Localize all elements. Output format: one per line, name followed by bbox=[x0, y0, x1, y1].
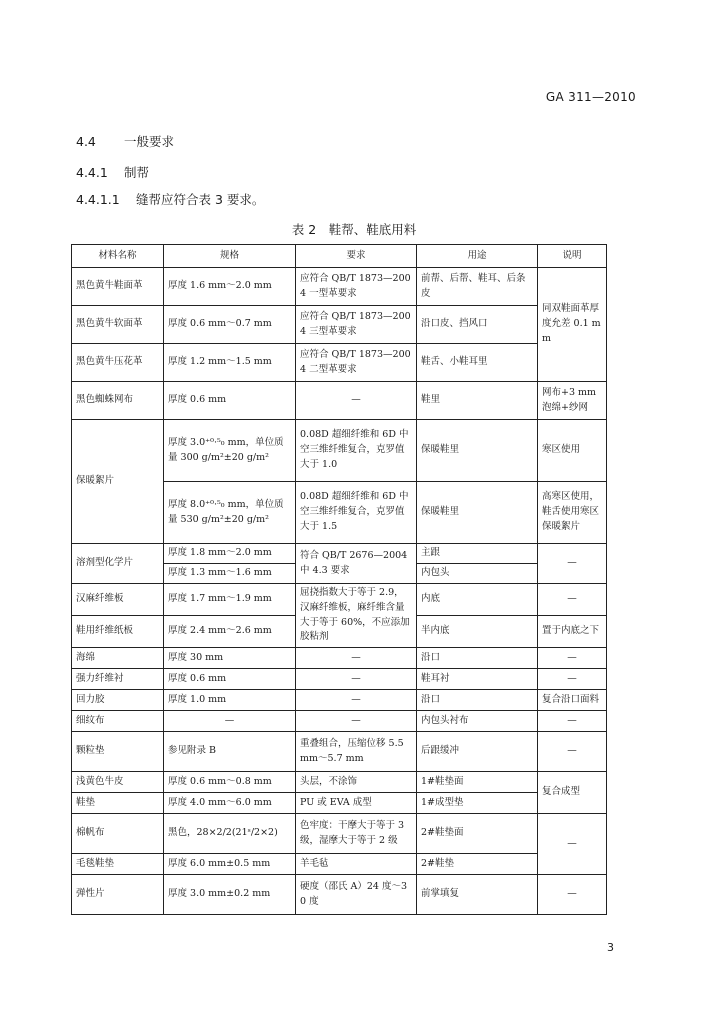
cell-usage: 后跟缓冲 bbox=[417, 732, 538, 772]
table-row bbox=[72, 854, 607, 875]
cell-spec: 厚度 1.7 mm～1.9 mm bbox=[164, 584, 296, 616]
cell-usage: 1#成型垫 bbox=[417, 793, 538, 814]
header-material-name: 材料名称 bbox=[72, 245, 164, 268]
cell-name: 回力胶 bbox=[72, 690, 164, 711]
cell-name: 棉帆布 bbox=[72, 814, 164, 854]
cell-usage: 沿口皮、挡风口 bbox=[417, 306, 538, 344]
cell-requirement: 色牢度：干摩大于等于 3 级，湿摩大于等于 2 级 bbox=[296, 814, 417, 854]
cell-name: 浅黄色牛皮 bbox=[72, 772, 164, 793]
cell-name: 黑色黄牛鞋面革 bbox=[72, 268, 164, 306]
page-number: 3 bbox=[607, 941, 614, 954]
cell-spec: 厚度 0.6 mm bbox=[164, 669, 296, 690]
cell-name: 保暖絮片 bbox=[72, 420, 164, 544]
header-requirement: 要求 bbox=[296, 245, 417, 268]
cell-usage: 2#鞋垫面 bbox=[417, 814, 538, 854]
table-row bbox=[72, 420, 607, 482]
table-row bbox=[72, 793, 607, 814]
table-row bbox=[72, 382, 607, 420]
cell-note: — bbox=[538, 711, 607, 732]
cell-spec: 参见附录 B bbox=[164, 732, 296, 772]
cell-usage: 保暖鞋里 bbox=[417, 482, 538, 544]
cell-usage: 沿口 bbox=[417, 648, 538, 669]
cell-spec: 厚度 0.6 mm～0.8 mm bbox=[164, 772, 296, 793]
cell-usage: 内包头 bbox=[417, 564, 538, 584]
section-heading-4-4-1 bbox=[76, 163, 149, 181]
cell-requirement: — bbox=[296, 669, 417, 690]
cell-note: 置于内底之下 bbox=[538, 616, 607, 648]
cell-requirement: 屈挠指数大于等于 2.9，汉麻纤维板，麻纤维含量大于等于 60%，不应添加胶粘剂 bbox=[296, 584, 417, 648]
header-note: 说明 bbox=[538, 245, 607, 268]
cell-usage: 半内底 bbox=[417, 616, 538, 648]
cell-usage: 1#鞋垫面 bbox=[417, 772, 538, 793]
cell-note: — bbox=[538, 584, 607, 616]
section-number: 4.4 bbox=[76, 134, 96, 149]
cell-spec: 厚度 1.8 mm～2.0 mm bbox=[164, 544, 296, 564]
section-text: 缝帮应符合表 3 要求。 bbox=[135, 192, 265, 207]
cell-note-merged: 同双鞋面革厚度允差 0.1 mm bbox=[538, 268, 607, 382]
table-row bbox=[72, 814, 607, 854]
table-row bbox=[72, 875, 607, 915]
materials-table bbox=[71, 244, 607, 915]
table-row bbox=[72, 584, 607, 616]
cell-note: 复合沿口面料 bbox=[538, 690, 607, 711]
cell-spec: 厚度 2.4 mm～2.6 mm bbox=[164, 616, 296, 648]
cell-requirement: 应符合 QB/T 1873—2004 二型革要求 bbox=[296, 344, 417, 382]
cell-usage: 保暖鞋里 bbox=[417, 420, 538, 482]
section-heading-4-4-1-1 bbox=[76, 190, 264, 208]
cell-spec: 厚度 4.0 mm～6.0 mm bbox=[164, 793, 296, 814]
standard-code: GA 311—2010 bbox=[545, 90, 636, 104]
cell-usage: 内底 bbox=[417, 584, 538, 616]
cell-note: — bbox=[538, 669, 607, 690]
header-usage: 用途 bbox=[417, 245, 538, 268]
cell-spec: 厚度 30 mm bbox=[164, 648, 296, 669]
cell-spec: 厚度 8.0⁺⁰·⁵₀ mm，单位质量 530 g/m²±20 g/m² bbox=[164, 482, 296, 544]
cell-note-merged: — bbox=[538, 814, 607, 875]
cell-requirement: — bbox=[296, 711, 417, 732]
section-title: 制帮 bbox=[123, 165, 149, 180]
section-number: 4.4.1.1 bbox=[76, 192, 120, 207]
cell-spec: 厚度 3.0⁺⁰·⁵₀ mm，单位质量 300 g/m²±20 g/m² bbox=[164, 420, 296, 482]
table-row bbox=[72, 344, 607, 382]
cell-spec: 厚度 0.6 mm bbox=[164, 382, 296, 420]
cell-spec: 厚度 1.0 mm bbox=[164, 690, 296, 711]
section-heading-4-4 bbox=[76, 132, 174, 150]
table-row bbox=[72, 732, 607, 772]
cell-note: 网布+3 mm 泡绵+纱网 bbox=[538, 382, 607, 420]
cell-spec: 厚度 1.3 mm～1.6 mm bbox=[164, 564, 296, 584]
table-row bbox=[72, 306, 607, 344]
cell-usage: 鞋耳衬 bbox=[417, 669, 538, 690]
cell-requirement: 硬度（邵氏 A）24 度～30 度 bbox=[296, 875, 417, 915]
cell-requirement: 羊毛毡 bbox=[296, 854, 417, 875]
cell-requirement: 重叠组合，压缩位移 5.5 mm～5.7 mm bbox=[296, 732, 417, 772]
cell-name: 黑色蜘蛛网布 bbox=[72, 382, 164, 420]
cell-note: — bbox=[538, 648, 607, 669]
cell-requirement: PU 或 EVA 成型 bbox=[296, 793, 417, 814]
table-row bbox=[72, 544, 607, 564]
cell-spec: 厚度 1.2 mm～1.5 mm bbox=[164, 344, 296, 382]
cell-requirement: — bbox=[296, 382, 417, 420]
section-number: 4.4.1 bbox=[76, 165, 108, 180]
table-header-row bbox=[72, 245, 607, 268]
cell-requirement: 0.08D 超细纤维和 6D 中空三维纤维复合，克罗值大于 1.5 bbox=[296, 482, 417, 544]
cell-spec: 黑色，28×2/2(21ˢ/2×2) bbox=[164, 814, 296, 854]
cell-note: 高寒区使用，鞋舌使用寒区保暖絮片 bbox=[538, 482, 607, 544]
cell-note: 寒区使用 bbox=[538, 420, 607, 482]
cell-spec: 厚度 3.0 mm±0.2 mm bbox=[164, 875, 296, 915]
cell-requirement: — bbox=[296, 690, 417, 711]
cell-name: 弹性片 bbox=[72, 875, 164, 915]
cell-name: 黑色黄牛软面革 bbox=[72, 306, 164, 344]
cell-usage: 内包头衬布 bbox=[417, 711, 538, 732]
cell-name: 鞋垫 bbox=[72, 793, 164, 814]
cell-spec: — bbox=[164, 711, 296, 732]
cell-usage: 前帮、后帮、鞋耳、后条皮 bbox=[417, 268, 538, 306]
table-caption: 表 2 鞋帮、鞋底用料 bbox=[291, 222, 417, 237]
table-row bbox=[72, 711, 607, 732]
cell-name: 海绵 bbox=[72, 648, 164, 669]
cell-name: 强力纤维衬 bbox=[72, 669, 164, 690]
section-title: 一般要求 bbox=[123, 134, 174, 149]
header-spec: 规格 bbox=[164, 245, 296, 268]
cell-requirement: 0.08D 超细纤维和 6D 中空三维纤维复合，克罗值大于 1.0 bbox=[296, 420, 417, 482]
cell-name: 细纹布 bbox=[72, 711, 164, 732]
cell-name: 鞋用纤维纸板 bbox=[72, 616, 164, 648]
cell-spec: 厚度 0.6 mm～0.7 mm bbox=[164, 306, 296, 344]
cell-requirement: — bbox=[296, 648, 417, 669]
cell-spec: 厚度 6.0 mm±0.5 mm bbox=[164, 854, 296, 875]
cell-usage: 沿口 bbox=[417, 690, 538, 711]
cell-requirement: 符合 QB/T 2676—2004 中 4.3 要求 bbox=[296, 544, 417, 584]
cell-usage: 前掌填复 bbox=[417, 875, 538, 915]
cell-name: 黑色黄牛压花革 bbox=[72, 344, 164, 382]
cell-requirement: 应符合 QB/T 1873—2004 一型革要求 bbox=[296, 268, 417, 306]
cell-name: 毛毯鞋垫 bbox=[72, 854, 164, 875]
table-row bbox=[72, 772, 607, 793]
cell-usage: 主跟 bbox=[417, 544, 538, 564]
cell-requirement: 头层，不涂饰 bbox=[296, 772, 417, 793]
cell-note: — bbox=[538, 875, 607, 915]
cell-usage: 鞋里 bbox=[417, 382, 538, 420]
cell-name: 汉麻纤维板 bbox=[72, 584, 164, 616]
cell-name: 溶剂型化学片 bbox=[72, 544, 164, 584]
cell-note-merged: 复合成型 bbox=[538, 772, 607, 814]
cell-spec: 厚度 1.6 mm～2.0 mm bbox=[164, 268, 296, 306]
table-row bbox=[72, 669, 607, 690]
cell-requirement: 应符合 QB/T 1873—2004 三型革要求 bbox=[296, 306, 417, 344]
table-row bbox=[72, 690, 607, 711]
cell-usage: 2#鞋垫 bbox=[417, 854, 538, 875]
cell-name: 颗粒垫 bbox=[72, 732, 164, 772]
cell-note: — bbox=[538, 544, 607, 584]
cell-usage: 鞋舌、小鞋耳里 bbox=[417, 344, 538, 382]
table-row bbox=[72, 268, 607, 306]
cell-note: — bbox=[538, 732, 607, 772]
table-row bbox=[72, 648, 607, 669]
